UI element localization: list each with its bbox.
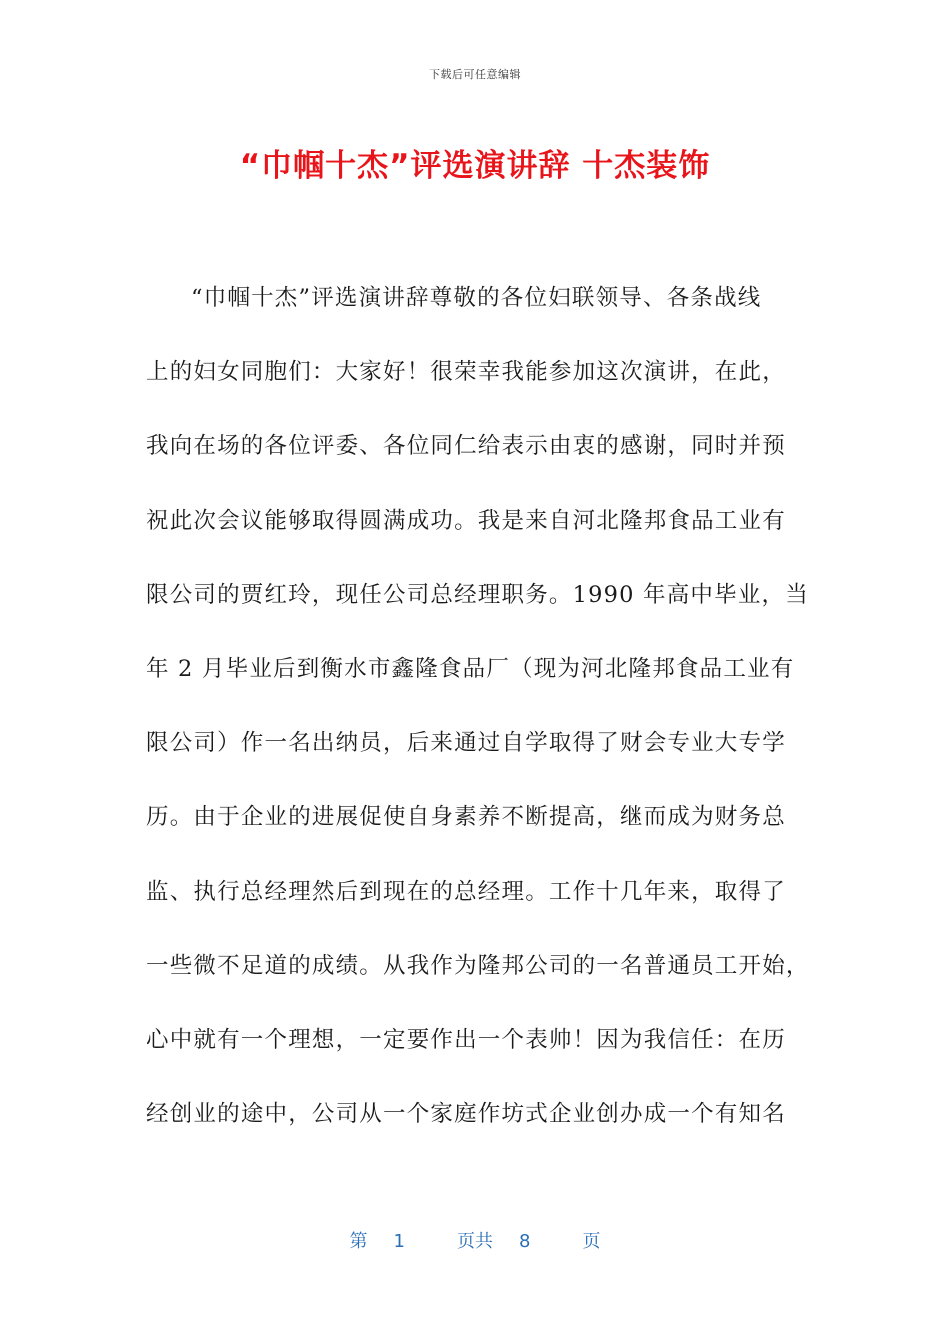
body-line: 限公司）作一名出纳员，后来通过自学取得了财会专业大专学 — [146, 730, 786, 757]
footer-prefix: 第 — [349, 1231, 368, 1252]
body-line: 限公司的贾红玲，现任公司总经理职务。1990 年高中毕业，当 — [146, 581, 809, 608]
footer-current-page: 1 — [393, 1231, 405, 1252]
body-line: 一些微不足道的成绩。从我作为隆邦公司的一名普通员工开始， — [146, 952, 810, 979]
body-line: 历。由于企业的进展促使自身素养不断提高，继而成为财务总 — [146, 804, 786, 831]
body-line: “巾帼十杰”评选演讲辞尊敬的各位妇联领导、各条战线 — [191, 285, 762, 311]
body-line: 上的妇女同胞们：大家好！很荣幸我能参加这次演讲，在此， — [146, 359, 786, 386]
body-line: 监、执行总经理然后到现在的总经理。工作十几年来，取得了 — [146, 878, 786, 905]
body-line: 经创业的途中，公司从一个家庭作坊式企业创办成一个有知名 — [146, 1101, 786, 1128]
footer-suffix: 页 — [582, 1231, 601, 1252]
document-title: “巾帼十杰”评选演讲辞 十杰装饰 — [239, 148, 711, 184]
body-line: 祝此次会议能够取得圆满成功。我是来自河北隆邦食品工业有 — [146, 507, 786, 534]
page-footer — [0, 1227, 950, 1253]
body-line: 心中就有一个理想，一定要作出一个表帅！因为我信任：在历 — [146, 1026, 786, 1053]
body-text — [146, 278, 810, 1168]
footer-middle: 页共 — [457, 1231, 493, 1252]
body-line: 我向在场的各位评委、各位同仁给表示由衷的感谢，同时并预 — [146, 433, 786, 460]
body-line: 年 2 月毕业后到衡水市鑫隆食品厂（现为河北隆邦食品工业有 — [146, 655, 795, 682]
header-note: 下载后可任意编辑 — [429, 68, 521, 81]
footer-total-pages: 8 — [519, 1231, 531, 1252]
